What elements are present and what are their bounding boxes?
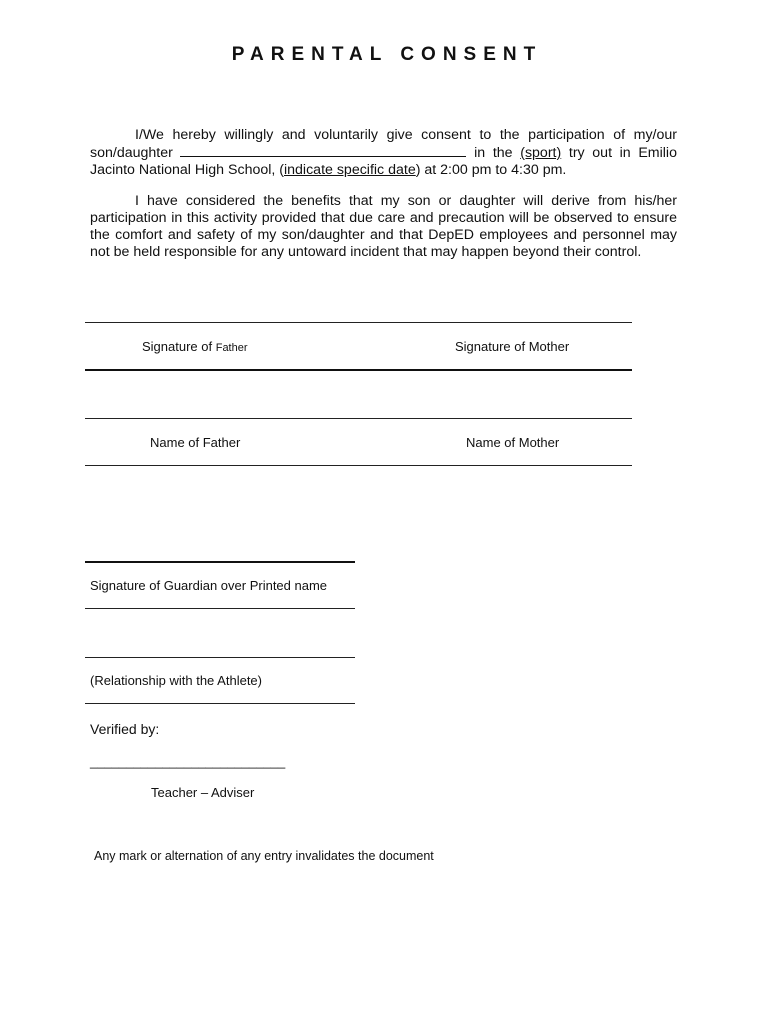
child-name-blank[interactable] [180, 144, 466, 157]
relationship-bottom-line [85, 703, 355, 704]
adviser-signature-line: ___________________________ [90, 754, 286, 769]
invalidation-note: Any mark or alternation of any entry invalidates the document [94, 849, 434, 863]
consent-text-part3: try out in Emilio Jacinto National High School, ( [90, 145, 677, 178]
date-placeholder: indicate specific date [284, 162, 416, 178]
consent-text-part4: ) at 2:00 pm to 4:30 pm. [415, 162, 567, 178]
relationship-top-line [85, 657, 355, 658]
relationship-label: (Relationship with the Athlete) [90, 673, 262, 688]
guardian-signature-label: Signature of Guardian over Printed name [90, 578, 328, 593]
teacher-adviser-label: Teacher – Adviser [151, 785, 255, 800]
consent-paragraph [90, 127, 677, 179]
mother-name-label: Name of Mother [466, 435, 560, 450]
sport-placeholder: (sport) [520, 145, 562, 161]
consent-text-part2: in the [474, 145, 513, 161]
benefits-paragraph [90, 193, 677, 261]
name-top-line [85, 418, 632, 419]
name-bottom-line [85, 465, 632, 466]
mother-signature-label: Signature of Mother [455, 339, 570, 354]
father-signature-label: Signature of Father [142, 339, 248, 354]
benefits-text: I have considered the benefits that my son or daughter will derive from his/her participation in this activity provided that due care and precaution will be observed to ensure the comfort and safety of my son/daughter and that DepED employees and personnel may not be held responsible for any untoward incident that may happen beyond their control. [90, 193, 677, 260]
verified-by-label: Verified by: [90, 721, 160, 737]
signature-bottom-line [85, 369, 632, 371]
father-name-label: Name of Father [150, 435, 241, 450]
guardian-signature-line [85, 561, 355, 563]
signature-top-line [85, 322, 632, 323]
consent-text-part1: I/We hereby willingly and voluntarily give consent to the participation of my/our son/daughter [90, 127, 677, 161]
document-title: PARENTAL CONSENT [231, 44, 543, 65]
guardian-signature-bottom-line [85, 608, 355, 609]
